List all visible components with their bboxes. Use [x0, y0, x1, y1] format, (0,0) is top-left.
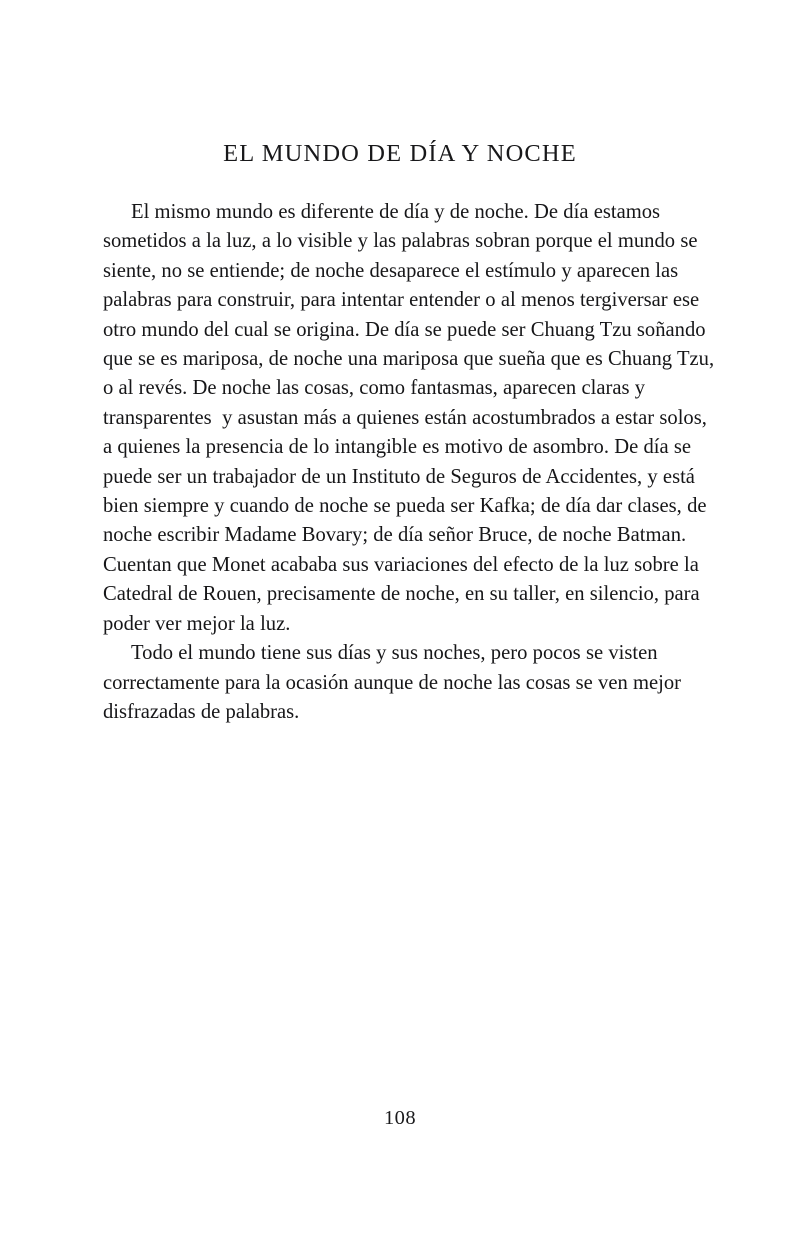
body-paragraph: El mismo mundo es diferente de día y de noche. De día estamos sometidos a la luz, a lo visible y las palabras sobran porque el mundo se siente, no se entiende; de noche desaparece el estímulo y aparecen las palabras para construir, para intentar entender o al menos tergiversar ese otro mundo del cual se origina. De día se puede ser Chuang Tzu soñando que se es mariposa, de noche una mariposa que sueña que es Chuang Tzu, o al revés. De noche las cosas, como fantasmas, aparecen claras y transparentes y asustan más a quienes están acostumbrados a estar solos, a quienes la presencia de lo intangible es motivo de asombro. De día se puede ser un trabajador de un Instituto de Seguros de Accidentes, y está bien siempre y cuando de noche se pueda ser Kafka; de día dar clases, de noche escribir Madame Bovary; de día señor Bruce, de noche Batman. Cuentan que Monet acababa sus variaciones del efecto de la luz sobre la Catedral de Rouen, precisamente de noche, en su taller, en silencio, para poder ver mejor la luz.: [103, 201, 720, 635]
body-paragraph: Todo el mundo tiene sus días y sus noches, pero pocos se visten correctamente para la ocasión aunque de noche las cosas se ven mejor disfrazadas de palabras.: [103, 642, 687, 723]
page-title: EL MUNDO DE DÍA Y NOCHE: [223, 140, 577, 167]
body-text-block: [103, 198, 720, 727]
page-number: 108: [384, 1107, 416, 1129]
